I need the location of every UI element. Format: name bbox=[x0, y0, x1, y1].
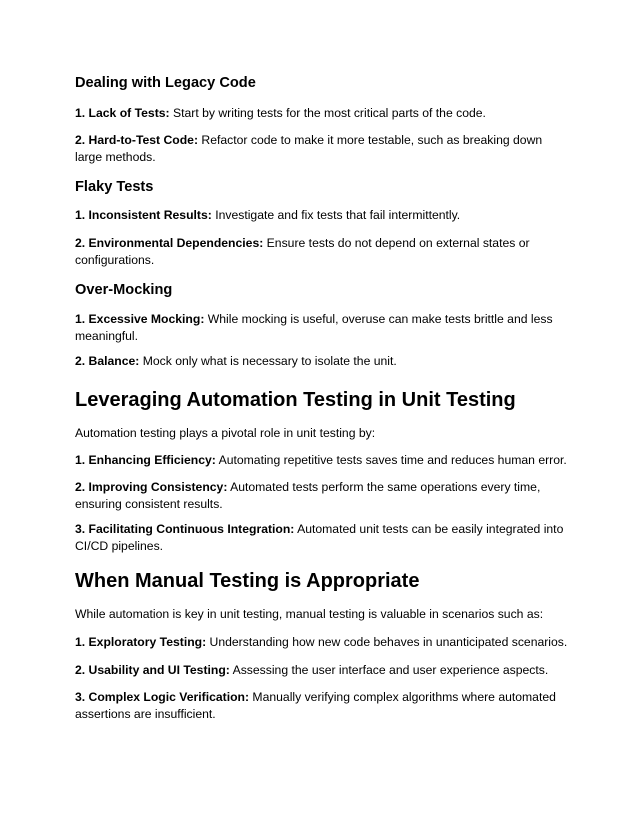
flaky-item-1-term: 1. Inconsistent Results: bbox=[75, 208, 212, 222]
overmocking-item-1 bbox=[75, 311, 570, 345]
legacy-item-1 bbox=[75, 105, 570, 122]
heading-manual-testing: When Manual Testing is Appropriate bbox=[75, 570, 420, 592]
automation-item-1-text: Automating repetitive tests saves time and reduces human error. bbox=[215, 453, 567, 467]
manual-item-1-term: 1. Exploratory Testing: bbox=[75, 635, 207, 649]
heading-flaky-tests: Flaky Tests bbox=[75, 179, 154, 195]
automation-intro: Automation testing plays a pivotal role in unit testing by: bbox=[75, 426, 376, 440]
automation-item-2-text: Automated tests perform the same operations every time, ensuring consistent results. bbox=[75, 480, 541, 511]
manual-item-1 bbox=[75, 634, 570, 651]
flaky-item-1-text: Investigate and fix tests that fail intermittently. bbox=[211, 208, 461, 222]
automation-item-3 bbox=[75, 521, 570, 555]
automation-item-1 bbox=[75, 452, 570, 469]
heading-automation-testing: Leveraging Automation Testing in Unit Testing bbox=[75, 389, 516, 411]
legacy-item-2 bbox=[75, 132, 570, 166]
heading-over-mocking: Over-Mocking bbox=[75, 282, 173, 298]
manual-intro: While automation is key in unit testing, manual testing is valuable in scenarios such as: bbox=[75, 607, 544, 621]
legacy-item-2-text: Refactor code to make it more testable, such as breaking down large methods. bbox=[75, 133, 543, 164]
overmocking-item-1-text: While mocking is useful, overuse can make tests brittle and less meaningful. bbox=[75, 312, 553, 343]
overmocking-item-2 bbox=[75, 353, 570, 370]
legacy-item-1-text: Start by writing tests for the most critical parts of the code. bbox=[169, 106, 486, 120]
heading-legacy-code: Dealing with Legacy Code bbox=[75, 75, 256, 91]
manual-item-3-text: Manually verifying complex algorithms where automated assertions are insufficient. bbox=[75, 690, 556, 721]
automation-item-2 bbox=[75, 479, 570, 513]
manual-item-2-term: 2. Usability and UI Testing: bbox=[75, 663, 230, 677]
legacy-item-1-term: 1. Lack of Tests: bbox=[75, 106, 170, 120]
manual-item-3 bbox=[75, 689, 570, 723]
automation-item-2-term: 2. Improving Consistency: bbox=[75, 480, 228, 494]
flaky-item-2 bbox=[75, 235, 570, 269]
flaky-item-2-text: Ensure tests do not depend on external states or configurations. bbox=[75, 236, 530, 267]
overmocking-item-2-term: 2. Balance: bbox=[75, 354, 140, 368]
overmocking-item-2-text: Mock only what is necessary to isolate the unit. bbox=[139, 354, 397, 368]
automation-item-3-term: 3. Facilitating Continuous Integration: bbox=[75, 522, 295, 536]
flaky-item-2-term: 2. Environmental Dependencies: bbox=[75, 236, 264, 250]
automation-item-3-text: Automated unit tests can be easily integrated into CI/CD pipelines. bbox=[75, 522, 564, 553]
automation-item-1-term: 1. Enhancing Efficiency: bbox=[75, 453, 216, 467]
manual-item-2-text: Assessing the user interface and user experience aspects. bbox=[229, 663, 549, 677]
manual-item-1-text: Understanding how new code behaves in unanticipated scenarios. bbox=[206, 635, 568, 649]
legacy-item-2-term: 2. Hard-to-Test Code: bbox=[75, 133, 199, 147]
manual-item-2 bbox=[75, 662, 570, 679]
overmocking-item-1-term: 1. Excessive Mocking: bbox=[75, 312, 205, 326]
flaky-item-1 bbox=[75, 207, 570, 224]
manual-item-3-term: 3. Complex Logic Verification: bbox=[75, 690, 250, 704]
